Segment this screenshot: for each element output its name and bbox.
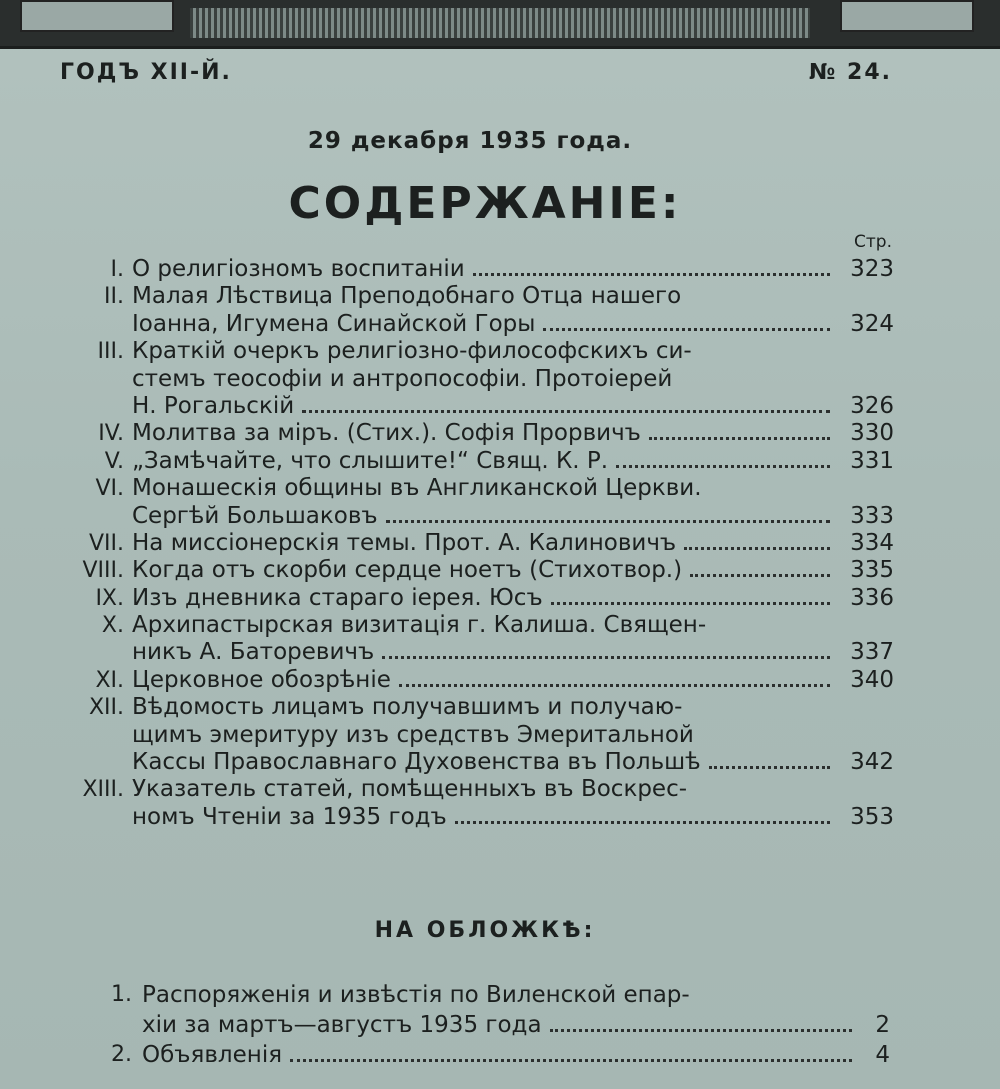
toc-entry bbox=[60, 557, 894, 584]
entry-page-number: 4 bbox=[875, 1042, 890, 1068]
entry-title-line: Іоанна, Игумена Синайской Горы bbox=[132, 310, 536, 337]
entry-page-number: 340 bbox=[850, 666, 894, 693]
entry-title-line: Указатель статей, помѣщенныхъ въ Воскрес- bbox=[132, 776, 688, 803]
leader-dots bbox=[290, 1045, 852, 1062]
entry-title-line: Н. Рогальскій bbox=[132, 392, 295, 419]
entry-page-number: 335 bbox=[850, 557, 894, 584]
toc-entry bbox=[60, 667, 894, 694]
leader-dots bbox=[302, 396, 830, 413]
entry-title-line: Распоряженія и извѣстія по Виленской епар- bbox=[142, 982, 690, 1008]
entry-number: IV. bbox=[98, 421, 124, 447]
toc-entry bbox=[60, 530, 894, 557]
leader-dots bbox=[551, 588, 830, 605]
toc-entry bbox=[60, 585, 894, 612]
toc-entry bbox=[60, 283, 894, 338]
entry-number: III. bbox=[97, 339, 124, 365]
entry-number: 1. bbox=[111, 982, 132, 1007]
leader-dots bbox=[473, 259, 830, 276]
entry-number: XIII. bbox=[82, 777, 124, 803]
year-label: ГОДЪ XII-Й. bbox=[60, 60, 232, 85]
leader-dots bbox=[386, 506, 830, 523]
entry-title-line: Изъ дневника стараго іерея. Юсъ bbox=[132, 584, 543, 611]
leader-dots bbox=[709, 752, 830, 769]
entry-title-line: стемъ теософіи и антропософіи. Протоіерей bbox=[132, 365, 673, 392]
entry-page-number: 331 bbox=[850, 447, 894, 474]
entry-page-number: 326 bbox=[850, 392, 894, 419]
toc-entry bbox=[100, 980, 890, 1040]
entry-page-number: 353 bbox=[850, 803, 894, 830]
entry-title-line: О религіозномъ воспитаніи bbox=[132, 256, 465, 282]
toc-entry bbox=[60, 256, 894, 283]
toc-entry bbox=[60, 475, 894, 530]
leader-dots bbox=[543, 314, 830, 331]
entry-title-line: Вѣдомость лицамъ получавшимъ и получаю- bbox=[132, 694, 683, 721]
entry-page-number: 334 bbox=[850, 529, 894, 556]
leader-dots bbox=[690, 560, 830, 577]
entry-page-number: 330 bbox=[850, 420, 894, 447]
toc-entry bbox=[60, 694, 894, 776]
issue-number: № 24. bbox=[808, 60, 892, 85]
entry-title-line: номъ Чтеніи за 1935 годъ bbox=[132, 803, 447, 830]
entry-page-number: 337 bbox=[850, 639, 894, 666]
toc-entry bbox=[60, 338, 894, 420]
entry-title-line: Молитва за міръ. (Стих.). Софія Прорвичъ bbox=[132, 420, 641, 447]
entry-number: VIII. bbox=[82, 558, 124, 584]
entry-title-line: Кассы Православнаго Духовенства въ Польшѣ bbox=[132, 749, 701, 776]
contents-heading: СОДЕРЖАНІЕ: bbox=[288, 178, 682, 229]
entry-page-number: 333 bbox=[850, 502, 894, 529]
leader-dots bbox=[550, 1015, 852, 1032]
leader-dots bbox=[382, 642, 830, 659]
entry-page-number: 342 bbox=[850, 749, 894, 776]
toc-entry bbox=[60, 448, 894, 475]
toc-entry bbox=[100, 1040, 890, 1070]
cover-contents bbox=[100, 980, 890, 1070]
entry-title-line: Архипастырская визитація г. Калиша. Священ- bbox=[132, 612, 707, 639]
entry-number: XII. bbox=[88, 695, 124, 721]
entry-page-number: 323 bbox=[850, 256, 894, 282]
entry-title-line: Когда отъ скорби сердце ноетъ (Стихотвор.) bbox=[132, 557, 683, 584]
entry-number: VII. bbox=[88, 530, 124, 556]
leader-dots bbox=[455, 807, 830, 824]
toc-entry bbox=[60, 420, 894, 447]
toc-entry bbox=[60, 612, 894, 667]
cover-heading: НА ОБЛОЖКѢ: bbox=[374, 918, 596, 943]
entry-title-line: „Замѣчайте, что слышите!“ Свящ. К. Р. bbox=[132, 447, 609, 474]
entry-page-number: 324 bbox=[850, 310, 894, 337]
leader-dots bbox=[399, 670, 830, 687]
toc-entry bbox=[60, 776, 894, 831]
entry-number: I. bbox=[110, 257, 124, 282]
entry-title-line: На миссіонерскія темы. Прот. А. Калиновичъ bbox=[132, 529, 677, 556]
entry-title-line: хіи за мартъ—августъ 1935 года bbox=[142, 1012, 542, 1038]
entry-page-number: 336 bbox=[850, 584, 894, 611]
masthead-banner bbox=[0, 0, 1000, 49]
entry-title-line: Сергѣй Большаковъ bbox=[132, 502, 378, 529]
entry-title-line: щимъ эмеритуру изъ средствъ Эмеритальной bbox=[132, 721, 694, 748]
entry-title-line: Малая Лѣствица Преподобнаго Отца нашего bbox=[132, 283, 682, 310]
entry-title-line: Церковное обозрѣніе bbox=[132, 666, 391, 693]
entry-title-line: никъ А. Баторевичъ bbox=[132, 639, 375, 666]
entry-title-line: Объявленія bbox=[142, 1042, 283, 1068]
entry-title-line: Краткій очеркъ религіозно-философскихъ си- bbox=[132, 338, 692, 365]
entry-number: XI. bbox=[95, 667, 124, 693]
issue-date: 29 декабря 1935 года. bbox=[307, 128, 633, 154]
entry-page-number: 2 bbox=[875, 1012, 890, 1038]
entry-number: V. bbox=[104, 448, 124, 474]
table-of-contents bbox=[60, 256, 894, 831]
leader-dots bbox=[649, 423, 830, 440]
entry-number: VI. bbox=[95, 476, 124, 502]
entry-number: X. bbox=[101, 613, 124, 639]
entry-number: 2. bbox=[111, 1042, 132, 1067]
entry-title-line: Монашескія общины въ Англиканской Церкви. bbox=[132, 475, 702, 502]
entry-number: IX. bbox=[95, 585, 124, 611]
leader-dots bbox=[616, 451, 830, 468]
page-column-label: Стр. bbox=[854, 232, 892, 252]
leader-dots bbox=[684, 533, 830, 550]
entry-number: II. bbox=[104, 284, 124, 310]
